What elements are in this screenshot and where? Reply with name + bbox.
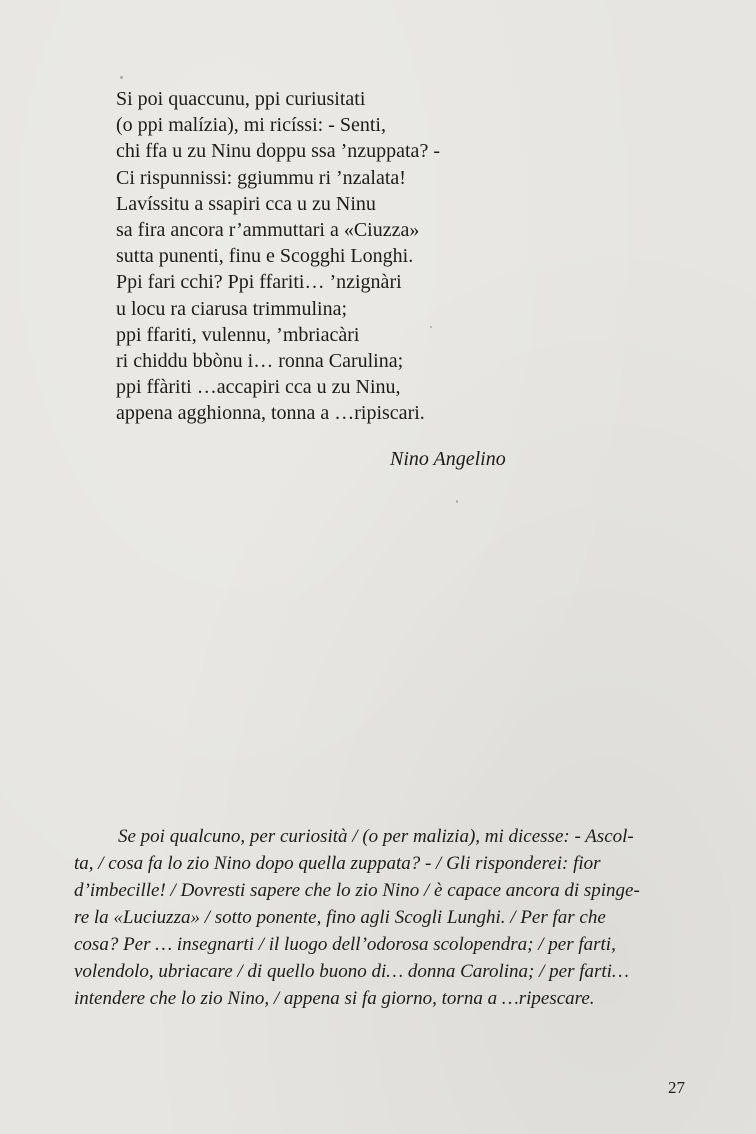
paper-speck [456, 500, 458, 503]
poem-line: Si poi quaccunu, ppi curiusitati [116, 88, 366, 110]
translation-line: intendere che lo zio Nino, / appena si fa giorno, torna a …ripescare. [74, 988, 595, 1009]
translation-line: Se poi qualcuno, per curiosità / (o per malizia), mi dicesse: - Ascol- [118, 826, 634, 847]
translation-line: ta, / cosa fa lo zio Nino dopo quella zuppata? - / Gli risponderei: fior [74, 853, 601, 874]
poem-line: appena agghionna, tonna a …ripiscari. [116, 402, 425, 425]
translation-line: volendolo, ubriacare / di quello buono di… donna Carolina; / per farti… [74, 961, 629, 982]
poem-line: (o ppi malízia), mi ricíssi: - Senti, [116, 114, 386, 137]
poem-line: Ci rispunnissi: ggiummu ri ’nzalata! [116, 166, 406, 189]
italian-translation [74, 823, 674, 1012]
poem-line: sa fira ancora r’ammuttari a «Ciuzza» [116, 219, 420, 242]
poem-line: Lavíssitu a ssapiri cca u zu Ninu [116, 192, 376, 215]
poem-author: Nino Angelino [390, 448, 506, 470]
page-number: 27 [668, 1078, 685, 1097]
poem-line: ri chiddu bbònu i… ronna Carulina; [116, 350, 404, 373]
translation-line: cosa? Per … insegnarti / il luogo dell’odorosa scolopendra; / per farti, [74, 934, 616, 955]
poem-line: u locu ra ciarusa trimmulina; [116, 297, 348, 320]
poem-line: ppi ffariti, vulennu, ’mbriacàri [116, 323, 360, 346]
poem-line: sutta punenti, finu e Scogghi Longhi. [116, 245, 414, 268]
paper-speck [120, 76, 123, 79]
translation-line: d’imbecille! / Dovresti sapere che lo zio Nino / è capace ancora di spinge- [74, 880, 640, 901]
poem-line: Ppi fari cchi? Ppi ffariti… ’nzignàri [116, 271, 402, 294]
translation-line: re la «Luciuzza» / sotto ponente, fino agli Scogli Lunghi. / Per far che [74, 907, 606, 928]
poem-line: ppi ffàriti …accapiri cca u zu Ninu, [116, 376, 401, 399]
poem-line: chi ffa u zu Ninu doppu ssa ’nzuppata? - [116, 140, 440, 163]
poem-sicilian [116, 86, 596, 427]
